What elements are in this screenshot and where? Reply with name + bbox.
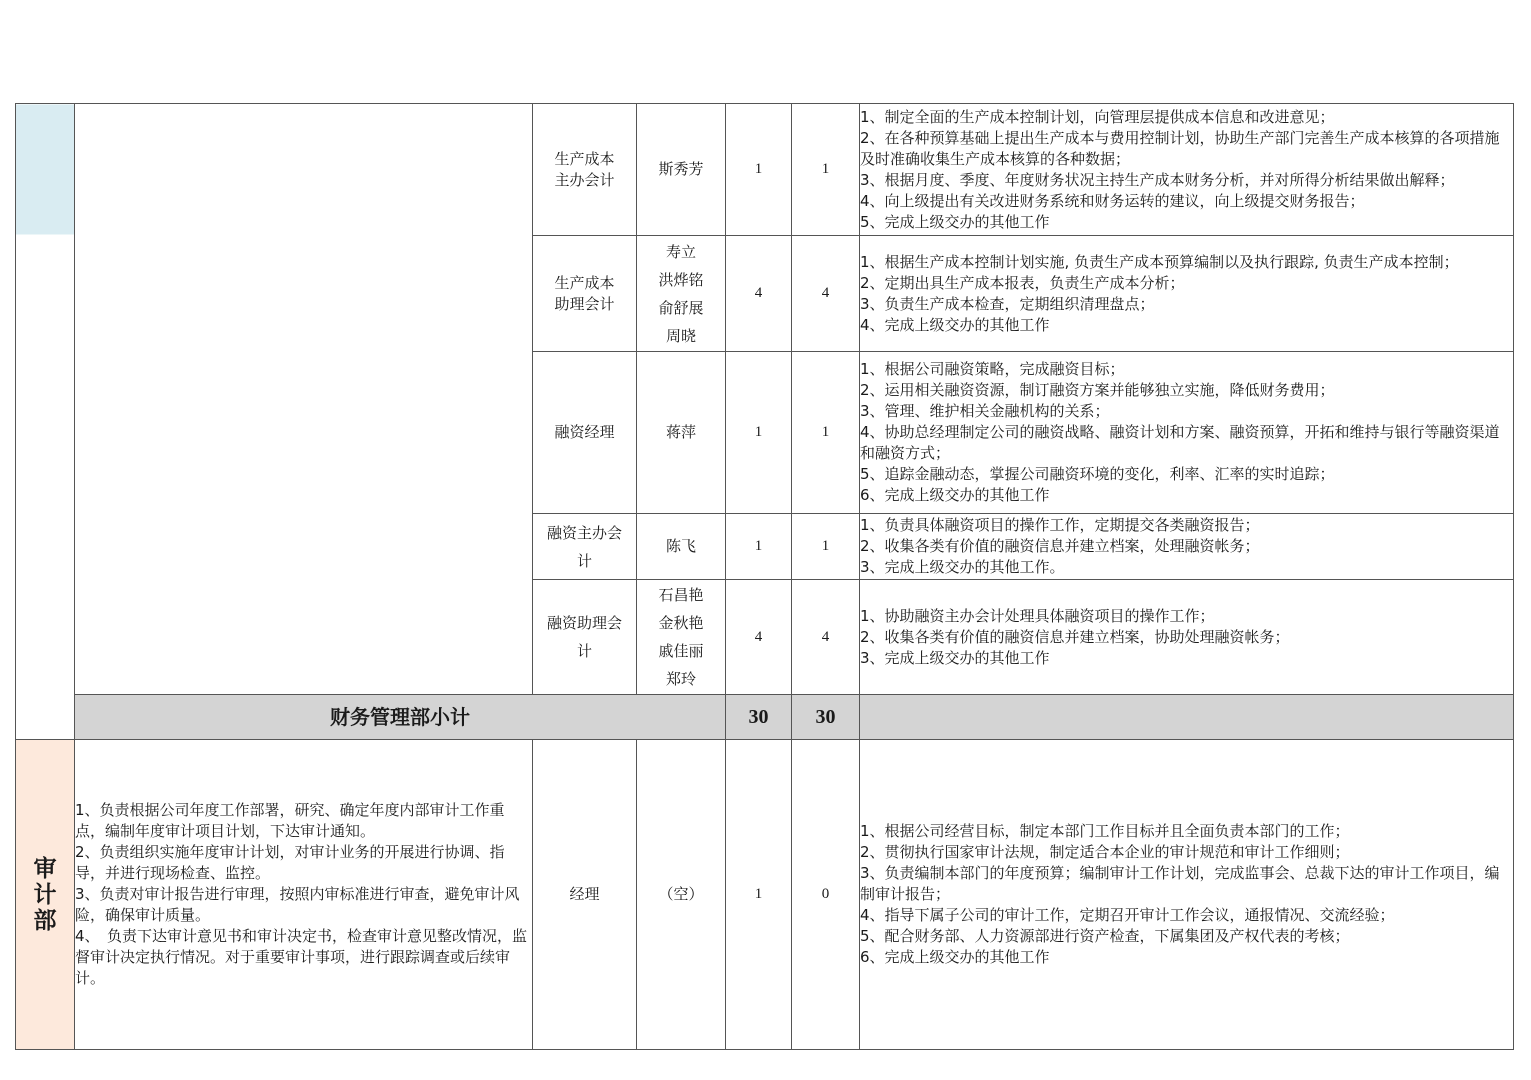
planned-count: 1 [726, 352, 792, 514]
staff-names-cell: 石昌艳 金秋艳 戚佳丽 郑玲 [637, 580, 726, 695]
planned-count: 4 [726, 236, 792, 352]
planned-count: 1 [726, 514, 792, 580]
staff-names-cell: 斯秀芳 [637, 104, 726, 236]
position-duties: 1、根据生产成本控制计划实施, 负责生产成本预算编制以及执行跟踪, 负责生产成本控制； 2、定期出具生产成本报表，负责生产成本分析； 3、负责生产成本检查，定期组织清理盘点； 4、完成上级交办的其他工作 [860, 236, 1514, 352]
position-duties: 1、负责具体融资项目的操作工作，定期提交各类融资报告； 2、收集各类有价值的融资信息并建立档案，处理融资帐务； 3、完成上级交办的其他工作。 [860, 514, 1514, 580]
staff-names-cell: 陈飞 [637, 514, 726, 580]
planned-count: 1 [726, 104, 792, 236]
subtotal-planned: 30 [726, 695, 792, 740]
staffing-table [15, 103, 1514, 1050]
staff-names-cell: （空） [637, 740, 726, 1050]
planned-count: 1 [726, 740, 792, 1050]
table-row [16, 740, 1514, 1050]
position-duties: 1、制定全面的生产成本控制计划，向管理层提供成本信息和改进意见； 2、在各种预算基础上提出生产成本与费用控制计划，协助生产部门完善生产成本核算的各项措施及时准确收集生产成本核算的各种数据； 3、根据月度、季度、年度财务状况主持生产成本财务分析，并对所得分析结果做出解释； 4、向上级提出有关改进财务系统和财务运转的建议，向上级提交财务报告； 5、完成上级交办的其他工作 [860, 104, 1514, 236]
audit-dept-duties: 1、负责根据公司年度工作部署，研究、确定年度内部审计工作重点，编制年度审计项目计划，下达审计通知。 2、负责组织实施年度审计计划，对审计业务的开展进行协调、指导，并进行现场检查、监控。 3、负责对审计报告进行审理，按照内审标准进行审查，避免审计风险，确保审计质量。 4、 负责下达审计意见书和审计决定书，检查审计意见整改情况，监督审计决定执行情况。对于重要审计事项，进行跟踪调查或后续审计。 [75, 740, 533, 1050]
position-duties: 1、根据公司经营目标，制定本部门工作目标并且全面负责本部门的工作； 2、贯彻执行国家审计法规，制定适合本企业的审计规范和审计工作细则； 3、负责编制本部门的年度预算；编制审计工作计划，完成监事会、总裁下达的审计工作项目，编制审计报告； 4、指导下属子公司的审计工作，定期召开审计工作会议，通报情况、交流经验； 5、配合财务部、人力资源部进行资产检查，下属集团及产权代表的考核； 6、完成上级交办的其他工作 [860, 740, 1514, 1050]
audit-dept-cell [16, 740, 75, 1050]
position-duties: 1、协助融资主办会计处理具体融资项目的操作工作； 2、收集各类有价值的融资信息并建立档案，协助处理融资帐务； 3、完成上级交办的其他工作 [860, 580, 1514, 695]
dept-title: 审 计 部 [33, 855, 57, 933]
position-duties: 1、根据公司融资策略，完成融资目标； 2、运用相关融资资源，制订融资方案并能够独立实施，降低财务费用； 3、管理、维护相关金融机构的关系； 4、协助总经理制定公司的融资战略、融资计划和方案、融资预算，开拓和维持与银行等融资渠道和融资方式； 5、追踪金融动态，掌握公司融资环境的变化，利率、汇率的实时追踪； 6、完成上级交办的其他工作 [860, 352, 1514, 514]
position-cell: 融资助理会 计 [533, 580, 637, 695]
actual-count: 1 [792, 104, 860, 236]
position-cell: 生产成本 助理会计 [533, 236, 637, 352]
position-cell: 融资主办会 计 [533, 514, 637, 580]
actual-count: 1 [792, 352, 860, 514]
actual-count: 1 [792, 514, 860, 580]
subtotal-empty-cell [860, 695, 1514, 740]
staff-names-cell: 蒋萍 [637, 352, 726, 514]
actual-count: 0 [792, 740, 860, 1050]
actual-count: 4 [792, 236, 860, 352]
subtotal-label: 财务管理部小计 [75, 695, 726, 740]
actual-count: 4 [792, 580, 860, 695]
position-cell: 经理 [533, 740, 637, 1050]
position-cell: 生产成本 主办会计 [533, 104, 637, 236]
table-row [16, 104, 1514, 236]
position-cell: 融资经理 [533, 352, 637, 514]
planned-count: 4 [726, 580, 792, 695]
finance-dept-duties-cell [75, 104, 533, 695]
subtotal-actual: 30 [792, 695, 860, 740]
staff-names-cell: 寿立 洪烨铭 俞舒展 周晓 [637, 236, 726, 352]
finance-dept-cell [16, 104, 75, 740]
subtotal-row [16, 695, 1514, 740]
